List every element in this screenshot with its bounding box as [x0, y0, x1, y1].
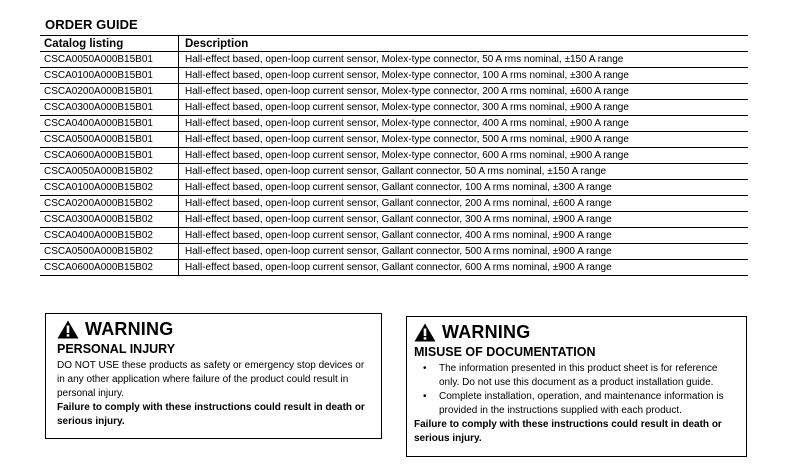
warning-body: DO NOT USE these products as safety or emergency stop devices or in any other application where failure of the product could result in personal injury.	[57, 360, 365, 399]
description-cell: Hall-effect based, open-loop current sensor, Gallant connector, 400 A rms nominal, ±900 A range	[179, 228, 749, 244]
description-cell: Hall-effect based, open-loop current sensor, Molex-type connector, 300 A rms nominal, ±900 A range	[179, 100, 749, 116]
table-row	[40, 52, 748, 68]
table-row	[40, 212, 748, 228]
warning-box-misuse-of-documentation	[406, 316, 747, 457]
table-header-row	[40, 36, 748, 52]
table-row	[40, 100, 748, 116]
table-row	[40, 196, 748, 212]
catalog-cell: CSCA0200A000B15B02	[40, 196, 179, 212]
table-row	[40, 116, 748, 132]
warning-header	[414, 320, 736, 344]
order-guide-table	[40, 35, 748, 276]
description-cell: Hall-effect based, open-loop current sensor, Molex-type connector, 100 A rms nominal, ±300 A range	[179, 68, 749, 84]
warning-subtitle: PERSONAL INJURY	[57, 342, 176, 356]
description-cell: Hall-effect based, open-loop current sensor, Gallant connector, 200 A rms nominal, ±600 A range	[179, 196, 749, 212]
table-row	[40, 132, 748, 148]
warning-box-personal-injury	[45, 313, 382, 439]
warning-title: WARNING	[85, 319, 174, 339]
catalog-cell: CSCA0400A000B15B02	[40, 228, 179, 244]
catalog-cell: CSCA0100A000B15B01	[40, 68, 179, 84]
description-cell: Hall-effect based, open-loop current sensor, Gallant connector, 100 A rms nominal, ±300 A range	[179, 180, 749, 196]
description-cell: Hall-effect based, open-loop current sensor, Gallant connector, 300 A rms nominal, ±900 A range	[179, 212, 749, 228]
table-row	[40, 260, 748, 276]
description-cell: Hall-effect based, open-loop current sensor, Gallant connector, 600 A rms nominal, ±900 A range	[179, 260, 749, 276]
order-guide-title: ORDER GUIDE	[45, 17, 138, 32]
column-header-catalog: Catalog listing	[40, 36, 179, 52]
description-cell: Hall-effect based, open-loop current sensor, Molex-type connector, 500 A rms nominal, ±900 A range	[179, 132, 749, 148]
warning-consequence: Failure to comply with these instructions could result in death or serious injury.	[414, 419, 722, 444]
catalog-cell: CSCA0500A000B15B01	[40, 132, 179, 148]
description-cell: Hall-effect based, open-loop current sensor, Gallant connector, 500 A rms nominal, ±900 A range	[179, 244, 749, 260]
description-cell: Hall-effect based, open-loop current sensor, Gallant connector, 50 A rms nominal, ±150 A range	[179, 164, 749, 180]
catalog-cell: CSCA0300A000B15B01	[40, 100, 179, 116]
table-row	[40, 164, 748, 180]
warning-bullet-list	[414, 362, 736, 418]
table-row	[40, 180, 748, 196]
table-row	[40, 148, 748, 164]
description-cell: Hall-effect based, open-loop current sensor, Molex-type connector, 400 A rms nominal, ±900 A range	[179, 116, 749, 132]
table-row	[40, 84, 748, 100]
catalog-cell: CSCA0100A000B15B02	[40, 180, 179, 196]
warning-subtitle: MISUSE OF DOCUMENTATION	[414, 345, 596, 359]
catalog-cell: CSCA0500A000B15B02	[40, 244, 179, 260]
description-cell: Hall-effect based, open-loop current sensor, Molex-type connector, 600 A rms nominal, ±900 A range	[179, 148, 749, 164]
catalog-cell: CSCA0400A000B15B01	[40, 116, 179, 132]
description-cell: Hall-effect based, open-loop current sensor, Molex-type connector, 50 A rms nominal, ±150 A range	[179, 52, 749, 68]
catalog-cell: CSCA0600A000B15B02	[40, 260, 179, 276]
warning-header	[57, 317, 371, 341]
catalog-cell: CSCA0050A000B15B02	[40, 164, 179, 180]
warning-consequence: Failure to comply with these instructions could result in death or serious injury.	[57, 402, 365, 427]
warning-triangle-icon	[414, 323, 436, 342]
list-item: • Complete installation, operation, and maintenance information is provided in the instructions supplied with each product.	[439, 390, 736, 418]
catalog-cell: CSCA0300A000B15B02	[40, 212, 179, 228]
table-row	[40, 68, 748, 84]
description-cell: Hall-effect based, open-loop current sensor, Molex-type connector, 200 A rms nominal, ±600 A range	[179, 84, 749, 100]
list-item: • The information presented in this product sheet is for reference only. Do not use this document as a product installation guide.	[439, 362, 736, 390]
catalog-cell: CSCA0600A000B15B01	[40, 148, 179, 164]
warning-triangle-icon	[57, 320, 79, 339]
catalog-cell: CSCA0050A000B15B01	[40, 52, 179, 68]
catalog-cell: CSCA0200A000B15B01	[40, 84, 179, 100]
table-row	[40, 228, 748, 244]
table-row	[40, 244, 748, 260]
column-header-description: Description	[179, 36, 749, 52]
warning-title: WARNING	[442, 322, 531, 342]
